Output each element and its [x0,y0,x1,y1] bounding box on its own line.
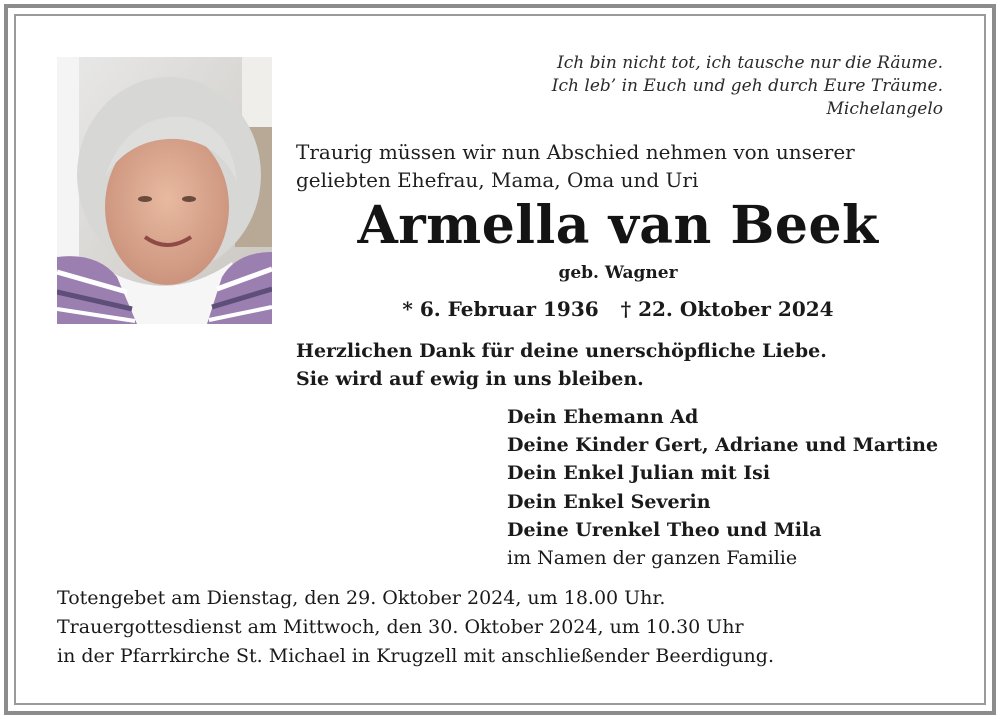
service-line: Totengebet am Dienstag, den 29. Oktober 2024, um 18.00 Uhr. [57,587,666,609]
family-member: Dein Ehemann Ad [507,406,699,428]
service-info [57,584,774,671]
quote-block [552,52,943,121]
family-member: Dein Enkel Severin [507,490,711,513]
service-line: Trauergottesdienst am Mittwoch, den 30. Oktober 2024, um 10.30 Uhr [57,616,744,638]
thanks-line: Herzlichen Dank für deine unerschöpfliche Liebe. [296,340,827,362]
quote-line: Ich bin nicht tot, ich tausche nur die Räume. [556,53,943,73]
quote-line: Ich leb’ in Euch und geh durch Eure Träume. [551,76,943,96]
family-member: Deine Urenkel Theo und Mila [507,518,822,541]
deceased-name: Armella van Beek [357,195,879,256]
intro-text [296,138,855,194]
portrait-photo [57,57,272,324]
intro-line: geliebten Ehefrau, Mama, Oma und Uri [296,168,699,192]
thanks-text [296,337,827,393]
life-dates [296,294,940,324]
quote-author: Michelangelo [826,99,943,119]
birth-name: geb. Wagner [558,263,678,283]
family-member: Dein Enkel Julian mit Isi [507,462,771,485]
birth-date: * 6. Februar 1936 [402,297,599,321]
thanks-line: Sie wird auf ewig in uns bleiben. [296,368,644,390]
family-member: Deine Kinder Gert, Adriane und Martine [507,434,939,457]
family-list [507,403,938,572]
intro-line: Traurig müssen wir nun Abschied nehmen von unserer [296,140,855,164]
death-date: † 22. Oktober 2024 [620,297,834,321]
family-closing: im Namen der ganzen Familie [507,547,798,570]
service-line: in der Pfarrkirche St. Michael in Krugzell mit anschließender Beerdigung. [57,645,774,667]
